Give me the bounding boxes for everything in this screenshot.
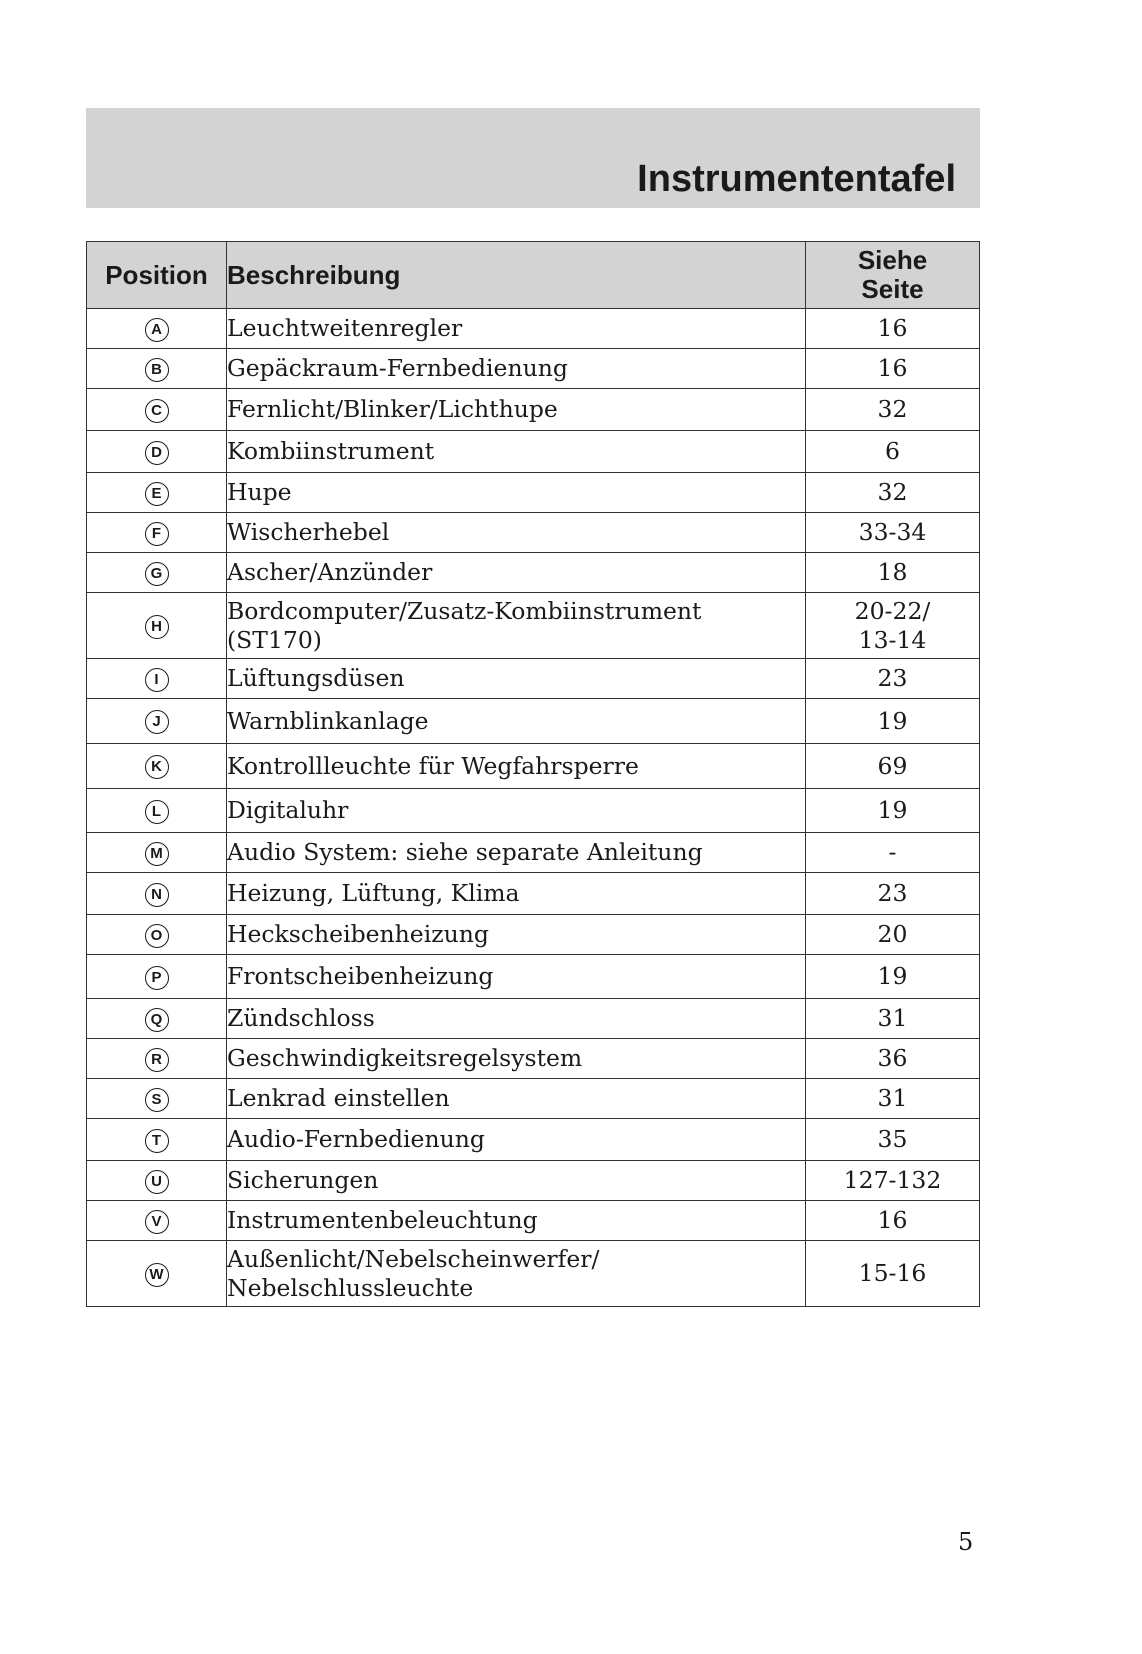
page-reference-cell [806,309,980,349]
table-header-row [87,242,980,309]
position-letter-badge: J [145,710,169,734]
page-reference-cell [806,1039,980,1079]
description-text: Sicherungen [227,1166,379,1195]
position-cell [87,699,227,744]
page-reference-text: 19 [877,962,908,991]
page-number: 5 [958,1528,974,1556]
page-reference-cell [806,349,980,389]
description-cell [227,473,806,513]
description-cell [227,789,806,833]
header-band [86,108,980,208]
table-row [87,1201,980,1241]
page-title: Instrumententafel [637,158,956,200]
description-text: Fernlicht/Blinker/Lichthupe [227,395,558,424]
page-reference-text: 20-22/ [854,597,931,626]
position-cell [87,789,227,833]
description-text: Audio System: siehe separate Anleitung [227,838,703,867]
table-row [87,789,980,833]
description-text: Zündschloss [227,1004,375,1033]
description-cell [227,955,806,999]
position-cell [87,1079,227,1119]
page-reference-text: 16 [877,314,908,343]
page-reference-text: 20 [877,920,908,949]
description-text: Kombiinstrument [227,437,435,466]
description-text: Digitaluhr [227,796,349,825]
table-row [87,473,980,513]
column-header-position: Position [87,242,227,309]
position-letter-badge: W [145,1263,169,1287]
description-cell [227,553,806,593]
description-text: Wischerhebel [227,518,390,547]
table-row [87,309,980,349]
page-reference-cell [806,699,980,744]
column-header-description: Beschreibung [227,242,806,309]
page-reference-cell [806,513,980,553]
description-cell [227,1079,806,1119]
position-letter-badge: D [145,441,169,465]
page-reference-text: 23 [877,664,908,693]
position-cell [87,915,227,955]
position-cell [87,744,227,789]
page-reference-text: 18 [877,558,908,587]
column-header-page [806,242,980,309]
page-reference-cell [806,1201,980,1241]
page-reference-cell [806,1119,980,1161]
page-reference-text: 33-34 [858,518,927,547]
table-row [87,1241,980,1307]
position-table [86,241,980,1307]
page-reference-cell [806,553,980,593]
position-letter-badge: V [145,1210,169,1234]
table-row [87,744,980,789]
position-cell [87,513,227,553]
table-row [87,833,980,873]
page-reference-cell [806,473,980,513]
position-cell [87,1161,227,1201]
description-text: (ST170) [227,625,322,654]
page-reference-cell [806,833,980,873]
table-row [87,699,980,744]
description-text: Heckscheibenheizung [227,920,489,949]
description-cell [227,1201,806,1241]
position-cell [87,955,227,999]
description-cell [227,309,806,349]
description-cell [227,389,806,431]
description-cell [227,1161,806,1201]
position-cell [87,1201,227,1241]
description-text: Heizung, Lüftung, Klima [227,879,520,908]
page-reference-text: 16 [877,1206,908,1235]
page-reference-cell [806,1079,980,1119]
table-row [87,915,980,955]
description-cell [227,1119,806,1161]
table-row [87,955,980,999]
table-row [87,1039,980,1079]
position-letter-badge: U [145,1170,169,1194]
position-cell [87,431,227,473]
description-cell [227,999,806,1039]
page-reference-cell [806,789,980,833]
description-cell [227,431,806,473]
description-cell [227,349,806,389]
column-header-page-line1: Siehe [857,245,928,276]
table-row [87,1079,980,1119]
table-row [87,513,980,553]
position-cell [87,593,227,659]
description-cell [227,744,806,789]
page-reference-text: 15-16 [858,1259,927,1288]
table-row [87,1161,980,1201]
position-letter-badge: K [145,755,169,779]
description-text: Gepäckraum-Fernbedienung [227,354,568,383]
position-cell [87,553,227,593]
position-letter-badge: F [145,522,169,546]
page-reference-cell [806,1241,980,1307]
table-row [87,873,980,915]
description-text: Geschwindigkeitsregelsystem [227,1044,583,1073]
position-letter-badge: B [145,358,169,382]
page-reference-text: 19 [877,796,908,825]
position-letter-badge: N [145,883,169,907]
description-text: Frontscheibenheizung [227,962,494,991]
column-header-page-line2: Seite [861,274,924,304]
position-cell [87,349,227,389]
table-row [87,431,980,473]
description-text: Audio-Fernbedienung [227,1125,485,1154]
page-reference-cell [806,593,980,659]
position-cell [87,473,227,513]
table-row [87,659,980,699]
page-reference-cell [806,1161,980,1201]
position-letter-badge: A [145,318,169,342]
description-text: Nebelschlussleuchte [227,1273,474,1302]
page-reference-text: 32 [877,478,908,507]
description-text: Kontrollleuchte für Wegfahrsperre [227,751,639,780]
description-cell [227,873,806,915]
page-reference-text: 32 [877,395,908,424]
description-cell [227,659,806,699]
description-text: Bordcomputer/Zusatz-Kombiinstrument [227,597,702,626]
position-cell [87,1119,227,1161]
page-reference-cell [806,431,980,473]
page-reference-text: 31 [877,1004,908,1033]
page-reference-cell [806,744,980,789]
description-text: Hupe [227,478,292,507]
position-letter-badge: S [145,1088,169,1112]
position-letter-badge: G [145,562,169,586]
position-letter-badge: L [145,800,169,824]
position-letter-badge: E [145,482,169,506]
description-text: Leuchtweitenregler [227,314,463,343]
page-reference-text: 69 [877,751,908,780]
position-letter-badge: T [145,1129,169,1153]
page-reference-text: 16 [877,354,908,383]
table-row [87,999,980,1039]
page-reference-text: 31 [877,1084,908,1113]
table-row [87,1119,980,1161]
description-text: Ascher/Anzünder [227,558,433,587]
description-text: Instrumentenbeleuchtung [227,1206,538,1235]
position-cell [87,999,227,1039]
position-cell [87,873,227,915]
description-text: Warnblinkanlage [227,706,429,735]
description-text: Lüftungsdüsen [227,664,405,693]
position-cell [87,309,227,349]
description-cell [227,915,806,955]
table-row [87,349,980,389]
position-letter-badge: M [145,842,169,866]
description-cell [227,593,806,659]
page-reference-text: 36 [877,1044,908,1073]
position-cell [87,833,227,873]
page-reference-text: 6 [885,437,900,466]
description-cell [227,513,806,553]
page-reference-text: 13-14 [858,625,927,654]
page-reference-cell [806,915,980,955]
page-reference-cell [806,389,980,431]
position-letter-badge: Q [145,1008,169,1032]
page-reference-text: 19 [877,706,908,735]
position-letter-badge: O [145,924,169,948]
page-reference-cell [806,659,980,699]
position-cell [87,389,227,431]
table-row [87,389,980,431]
table-row [87,553,980,593]
position-cell [87,1241,227,1307]
description-text: Lenkrad einstellen [227,1084,450,1113]
page-reference-text: 35 [877,1125,908,1154]
page-reference-cell [806,999,980,1039]
position-cell [87,659,227,699]
description-cell [227,1241,806,1307]
position-letter-badge: H [145,615,169,639]
page-reference-text: 23 [877,879,908,908]
description-cell [227,833,806,873]
page-reference-cell [806,955,980,999]
page-reference-cell [806,873,980,915]
description-cell [227,1039,806,1079]
page-reference-text: 127-132 [843,1166,942,1195]
page-reference-text: - [888,838,897,867]
position-letter-badge: R [145,1048,169,1072]
table-body [87,309,980,1307]
position-letter-badge: P [145,966,169,990]
description-cell [227,699,806,744]
position-letter-badge: C [145,399,169,423]
position-cell [87,1039,227,1079]
table-row [87,593,980,659]
description-text: Außenlicht/Nebelscheinwerfer/ [227,1245,600,1274]
position-letter-badge: I [145,668,169,692]
